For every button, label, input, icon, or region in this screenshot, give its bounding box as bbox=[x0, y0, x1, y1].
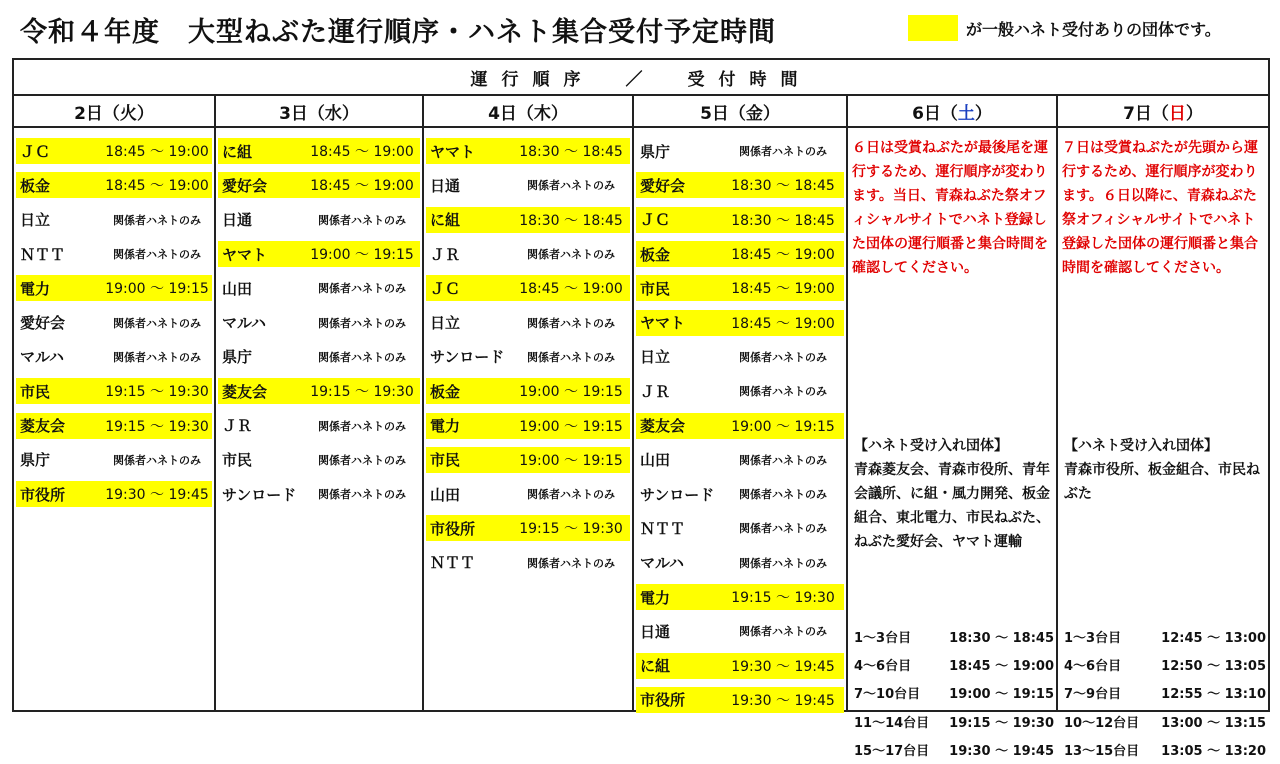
group-name: サンロード bbox=[640, 485, 715, 504]
row-content bbox=[426, 310, 630, 336]
group-name: マルハ bbox=[222, 314, 266, 333]
table-row bbox=[16, 237, 212, 271]
table-row bbox=[426, 511, 630, 545]
reception-time: 19:30 ～ 19:45 bbox=[731, 658, 835, 675]
table-row bbox=[636, 168, 844, 202]
highlight-bar bbox=[16, 138, 212, 164]
column-day-7 bbox=[1058, 128, 1268, 760]
table-row bbox=[218, 271, 420, 305]
table-row bbox=[426, 203, 630, 237]
reception-time: 関係者ハネトのみ bbox=[318, 453, 406, 467]
group-name: 市民 bbox=[222, 451, 253, 470]
reception-time: 18:45 ～ 19:00 bbox=[519, 281, 623, 298]
group-name: ＪＲ bbox=[430, 245, 461, 264]
group-name: 県庁 bbox=[640, 142, 671, 161]
table-row bbox=[636, 340, 844, 374]
column-day-6 bbox=[848, 128, 1058, 760]
float-range: 7～9台目 bbox=[1064, 687, 1122, 703]
table-row bbox=[636, 683, 844, 717]
table-row bbox=[426, 477, 630, 511]
row-content bbox=[218, 207, 420, 233]
reception-time: 19:15 ～ 19:30 bbox=[105, 418, 209, 435]
group-name: に組 bbox=[640, 657, 671, 676]
highlight-bar bbox=[636, 275, 844, 301]
group-name: 市役所 bbox=[430, 519, 476, 538]
table-row bbox=[426, 305, 630, 339]
highlight-bar bbox=[426, 413, 630, 439]
table-row bbox=[218, 237, 420, 271]
day-header-4: 4日（ 木 ） bbox=[424, 96, 634, 126]
row-content bbox=[636, 550, 844, 576]
row-content bbox=[218, 344, 420, 370]
reception-time: 関係者ハネトのみ bbox=[318, 419, 406, 433]
table-row bbox=[218, 134, 420, 168]
column-day-5 bbox=[634, 128, 848, 710]
float-range: 13～15台目 bbox=[1064, 744, 1140, 760]
table-row bbox=[16, 340, 212, 374]
reception-time: 関係者ハネトのみ bbox=[318, 350, 406, 364]
reception-time: 18:45 ～ 19:00 bbox=[731, 315, 835, 332]
group-name: ＪＲ bbox=[640, 382, 671, 401]
group-name: 電力 bbox=[430, 417, 461, 436]
highlight-bar bbox=[426, 515, 630, 541]
group-name: サンロード bbox=[222, 485, 297, 504]
table-row bbox=[16, 374, 212, 408]
group-name: サンロード bbox=[430, 348, 505, 367]
reception-time: 関係者ハネトのみ bbox=[527, 316, 615, 330]
table-row bbox=[218, 305, 420, 339]
group-name: 山田 bbox=[430, 485, 461, 504]
table-row bbox=[636, 546, 844, 580]
row-content bbox=[636, 481, 844, 507]
group-name: 愛好会 bbox=[222, 176, 268, 195]
day6-groups bbox=[854, 434, 1052, 554]
table-row bbox=[636, 614, 844, 648]
table-row bbox=[218, 408, 420, 442]
reception-time: 19:00 ～ 19:15 bbox=[519, 384, 623, 401]
float-range: 15～17台目 bbox=[854, 744, 930, 760]
table-row bbox=[16, 305, 212, 339]
reception-time: 関係者ハネトのみ bbox=[113, 453, 201, 467]
reception-time: 19:15 ～ 19:30 bbox=[519, 521, 623, 538]
group-name: に組 bbox=[430, 211, 461, 230]
group-name: 板金 bbox=[640, 245, 671, 264]
row-content bbox=[218, 481, 420, 507]
group-name: 愛好会 bbox=[20, 314, 66, 333]
table-row bbox=[16, 408, 212, 442]
table-row bbox=[636, 511, 844, 545]
table-row bbox=[426, 168, 630, 202]
table-row bbox=[426, 546, 630, 580]
group-name: 市役所 bbox=[640, 691, 686, 710]
group-name: ヤマト bbox=[222, 245, 268, 264]
reception-time: 13:05 ～ 13:20 bbox=[1161, 744, 1266, 760]
day7-note: ７日は受賞ねぶたが先頭から運行するため、運行順序が変わります。６日以降に、青森ねぶた祭オフィシャルサイトでハネト登録した団体の運行順番と集合時間を確認してください。 bbox=[1062, 140, 1258, 276]
schedule-table bbox=[12, 58, 1270, 760]
row-content bbox=[218, 447, 420, 473]
table-row bbox=[426, 408, 630, 442]
table-header: 運行順序 ／ 受付時間 bbox=[14, 60, 1268, 96]
float-range: 1～3台目 bbox=[854, 630, 912, 646]
time-row bbox=[1064, 707, 1266, 735]
group-name: 菱友会 bbox=[640, 417, 686, 436]
reception-time: 18:45 ～ 19:00 bbox=[105, 144, 209, 161]
reception-time: 18:45 ～ 19:00 bbox=[949, 659, 1054, 675]
row-content bbox=[426, 344, 630, 370]
group-name: ＪＣ bbox=[640, 211, 671, 230]
table-row bbox=[16, 203, 212, 237]
reception-time: 19:00 ～ 19:15 bbox=[949, 687, 1054, 703]
day-header-3: 3日（ 水 ） bbox=[216, 96, 424, 126]
reception-time: 関係者ハネトのみ bbox=[739, 453, 827, 467]
group-name: 市民 bbox=[20, 382, 51, 401]
reception-time: 関係者ハネトのみ bbox=[527, 350, 615, 364]
table-row bbox=[636, 443, 844, 477]
group-name: 電力 bbox=[640, 588, 671, 607]
row-content bbox=[218, 310, 420, 336]
group-name: ＮＴＴ bbox=[430, 554, 476, 573]
reception-time: 18:45 ～ 19:00 bbox=[731, 247, 835, 264]
row-content bbox=[16, 207, 212, 233]
reception-time: 18:30 ～ 18:45 bbox=[731, 178, 835, 195]
table-row bbox=[16, 443, 212, 477]
table-row bbox=[636, 374, 844, 408]
group-name: 県庁 bbox=[20, 451, 51, 470]
reception-time: 関係者ハネトのみ bbox=[739, 350, 827, 364]
legend-yellow-swatch bbox=[908, 15, 958, 41]
highlight-bar bbox=[16, 172, 212, 198]
reception-time: 19:15 ～ 19:30 bbox=[949, 715, 1054, 731]
table-row bbox=[16, 168, 212, 202]
reception-time: 関係者ハネトのみ bbox=[739, 625, 827, 639]
day-header-row bbox=[14, 96, 1268, 128]
row-content bbox=[636, 447, 844, 473]
table-row bbox=[16, 271, 212, 305]
column-day-2 bbox=[14, 128, 216, 710]
group-name: 電力 bbox=[20, 279, 51, 298]
table-row bbox=[426, 340, 630, 374]
reception-time: 関係者ハネトのみ bbox=[113, 316, 201, 330]
row-content bbox=[426, 172, 630, 198]
group-name: ＪＲ bbox=[222, 417, 253, 436]
table-row bbox=[218, 374, 420, 408]
reception-time: 関係者ハネトのみ bbox=[739, 522, 827, 536]
float-range: 4～6台目 bbox=[1064, 659, 1122, 675]
group-name: ヤマト bbox=[430, 142, 476, 161]
table-row bbox=[636, 237, 844, 271]
reception-time: 19:00 ～ 19:15 bbox=[519, 418, 623, 435]
table-row bbox=[426, 374, 630, 408]
day7-times bbox=[1064, 622, 1266, 764]
day6-groups-title: 【ハネト受け入れ団体】 bbox=[854, 438, 1008, 454]
row-content bbox=[16, 447, 212, 473]
day6-times bbox=[854, 622, 1054, 764]
highlight-bar bbox=[16, 481, 212, 507]
highlight-bar bbox=[218, 138, 420, 164]
reception-time: 関係者ハネトのみ bbox=[739, 145, 827, 159]
day-header-2: 2日（ 火 ） bbox=[14, 96, 216, 126]
day6-groups-list: 青森菱友会、青森市役所、青年会議所、に組・風力開発、板金組合、東北電力、市民ねぶた、ねぶた愛好会、ヤマト運輸 bbox=[854, 462, 1050, 550]
row-content bbox=[636, 378, 844, 404]
float-range: 7～10台目 bbox=[854, 687, 921, 703]
day7-groups-list: 青森市役所、板金組合、市民ねぶた bbox=[1064, 462, 1260, 502]
table-row bbox=[636, 271, 844, 305]
legend bbox=[908, 15, 1221, 41]
row-content bbox=[636, 138, 844, 164]
group-name: 日通 bbox=[430, 176, 461, 195]
table-body bbox=[14, 128, 1268, 760]
time-row bbox=[1064, 650, 1266, 678]
highlight-bar bbox=[636, 584, 844, 610]
group-name: 山田 bbox=[640, 451, 671, 470]
table-row bbox=[636, 305, 844, 339]
group-name: 板金 bbox=[430, 382, 461, 401]
time-row bbox=[854, 650, 1054, 678]
group-name: 市役所 bbox=[20, 485, 66, 504]
reception-time: 19:30 ～ 19:45 bbox=[731, 692, 835, 709]
group-name: 日立 bbox=[640, 348, 671, 367]
reception-time: 18:30 ～ 18:45 bbox=[949, 630, 1054, 646]
time-row bbox=[854, 622, 1054, 650]
highlight-bar bbox=[636, 207, 844, 233]
group-name: ＮＴＴ bbox=[640, 519, 686, 538]
group-name: 山田 bbox=[222, 279, 253, 298]
highlight-bar bbox=[636, 413, 844, 439]
day7-groups bbox=[1064, 434, 1264, 506]
reception-time: 19:30 ～ 19:45 bbox=[949, 744, 1054, 760]
table-row bbox=[636, 477, 844, 511]
group-name: 日通 bbox=[640, 622, 671, 641]
reception-time: 関係者ハネトのみ bbox=[113, 248, 201, 262]
table-row bbox=[636, 408, 844, 442]
reception-time: 関係者ハネトのみ bbox=[318, 282, 406, 296]
table-row bbox=[426, 134, 630, 168]
group-name: 板金 bbox=[20, 176, 51, 195]
highlight-bar bbox=[218, 172, 420, 198]
reception-time: 19:00 ～ 19:15 bbox=[105, 281, 209, 298]
reception-time: 19:15 ～ 19:30 bbox=[310, 384, 414, 401]
highlight-bar bbox=[426, 447, 630, 473]
column-day-4 bbox=[424, 128, 634, 710]
float-range: 4～6台目 bbox=[854, 659, 912, 675]
table-row bbox=[218, 340, 420, 374]
row-content bbox=[16, 310, 212, 336]
table-row bbox=[16, 477, 212, 511]
float-range: 10～12台目 bbox=[1064, 715, 1140, 731]
reception-time: 12:50 ～ 13:05 bbox=[1161, 659, 1266, 675]
row-content bbox=[218, 275, 420, 301]
table-row bbox=[426, 237, 630, 271]
reception-time: 関係者ハネトのみ bbox=[527, 556, 615, 570]
highlight-bar bbox=[218, 378, 420, 404]
time-row bbox=[1064, 622, 1266, 650]
reception-time: 関係者ハネトのみ bbox=[739, 385, 827, 399]
reception-time: 関係者ハネトのみ bbox=[739, 488, 827, 502]
reception-time: 18:45 ～ 19:00 bbox=[310, 178, 414, 195]
highlight-bar bbox=[636, 241, 844, 267]
group-name: ＪＣ bbox=[430, 279, 461, 298]
row-content bbox=[16, 241, 212, 267]
reception-time: 18:45 ～ 19:00 bbox=[310, 144, 414, 161]
reception-time: 関係者ハネトのみ bbox=[113, 350, 201, 364]
group-name: 市民 bbox=[640, 279, 671, 298]
row-content bbox=[426, 550, 630, 576]
highlight-bar bbox=[218, 241, 420, 267]
row-content bbox=[426, 481, 630, 507]
reception-time: 関係者ハネトのみ bbox=[318, 213, 406, 227]
day7-groups-title: 【ハネト受け入れ団体】 bbox=[1064, 438, 1218, 454]
reception-time: 関係者ハネトのみ bbox=[113, 213, 201, 227]
group-name: 日立 bbox=[430, 314, 461, 333]
table-row bbox=[218, 477, 420, 511]
reception-time: 関係者ハネトのみ bbox=[527, 248, 615, 262]
reception-time: 関係者ハネトのみ bbox=[527, 179, 615, 193]
group-name: 菱友会 bbox=[20, 417, 66, 436]
reception-time: 18:30 ～ 18:45 bbox=[519, 144, 623, 161]
reception-time: 12:55 ～ 13:10 bbox=[1161, 687, 1266, 703]
highlight-bar bbox=[426, 138, 630, 164]
time-row bbox=[854, 707, 1054, 735]
highlight-bar bbox=[636, 172, 844, 198]
reception-time: 12:45 ～ 13:00 bbox=[1161, 630, 1266, 646]
table-row bbox=[218, 203, 420, 237]
reception-time: 19:00 ～ 19:15 bbox=[310, 247, 414, 264]
group-name: マルハ bbox=[640, 554, 684, 573]
reception-time: 関係者ハネトのみ bbox=[527, 488, 615, 502]
table-row bbox=[218, 443, 420, 477]
row-content bbox=[636, 344, 844, 370]
row-content bbox=[426, 241, 630, 267]
highlight-bar bbox=[426, 275, 630, 301]
day6-note: ６日は受賞ねぶたが最後尾を運行するため、運行順序が変わります。当日、青森ねぶた祭オフィシャルサイトでハネト登録した団体の運行順番と集合時間を確認してください。 bbox=[852, 140, 1048, 276]
time-row bbox=[854, 679, 1054, 707]
day-header-5: 5日（ 金 ） bbox=[634, 96, 848, 126]
row-content bbox=[636, 618, 844, 644]
row-content bbox=[636, 515, 844, 541]
table-row bbox=[636, 648, 844, 682]
group-name: に組 bbox=[222, 142, 253, 161]
group-name: 県庁 bbox=[222, 348, 253, 367]
time-row bbox=[1064, 679, 1266, 707]
page-title: 令和４年度 大型ねぶた運行順序・ハネト集合受付予定時間 bbox=[20, 17, 776, 48]
row-content bbox=[16, 344, 212, 370]
reception-time: 18:45 ～ 19:00 bbox=[731, 281, 835, 298]
float-range: 1～3台目 bbox=[1064, 630, 1122, 646]
time-row bbox=[854, 736, 1054, 764]
reception-time: 19:30 ～ 19:45 bbox=[105, 487, 209, 504]
reception-time: 18:30 ～ 18:45 bbox=[731, 212, 835, 229]
column-day-3 bbox=[216, 128, 424, 710]
table-row bbox=[426, 271, 630, 305]
reception-time: 19:00 ～ 19:15 bbox=[519, 452, 623, 469]
row-content bbox=[218, 413, 420, 439]
reception-time: 18:45 ～ 19:00 bbox=[105, 178, 209, 195]
group-name: 菱友会 bbox=[222, 382, 268, 401]
table-row bbox=[218, 168, 420, 202]
reception-time: 関係者ハネトのみ bbox=[739, 556, 827, 570]
reception-time: 19:15 ～ 19:30 bbox=[105, 384, 209, 401]
highlight-bar bbox=[426, 378, 630, 404]
highlight-bar bbox=[636, 687, 844, 713]
table-row bbox=[636, 203, 844, 237]
table-row bbox=[636, 134, 844, 168]
highlight-bar bbox=[636, 310, 844, 336]
day-header-7: 7日（ 日 ） bbox=[1123, 103, 1203, 124]
time-row bbox=[1064, 736, 1266, 764]
reception-time: 関係者ハネトのみ bbox=[318, 488, 406, 502]
reception-time: 19:15 ～ 19:30 bbox=[731, 590, 835, 606]
group-name: マルハ bbox=[20, 348, 64, 367]
group-name: ＮＴＴ bbox=[20, 245, 66, 264]
group-name: ヤマト bbox=[640, 314, 686, 333]
group-name: 日通 bbox=[222, 211, 253, 230]
group-name: ＪＣ bbox=[20, 142, 51, 161]
highlight-bar bbox=[426, 207, 630, 233]
legend-text: が一般ハネト受付ありの団体です。 bbox=[966, 19, 1221, 39]
group-name: 愛好会 bbox=[640, 176, 686, 195]
table-row bbox=[426, 443, 630, 477]
table-row bbox=[636, 580, 844, 614]
highlight-bar bbox=[16, 378, 212, 404]
float-range: 11～14台目 bbox=[854, 715, 930, 731]
reception-time: 18:30 ～ 18:45 bbox=[519, 212, 623, 229]
reception-time: 19:00 ～ 19:15 bbox=[731, 418, 835, 435]
reception-time: 13:00 ～ 13:15 bbox=[1161, 715, 1266, 731]
table-row bbox=[16, 134, 212, 168]
day-header-6: 6日（ 土 ） bbox=[848, 96, 1058, 126]
group-name: 市民 bbox=[430, 451, 461, 470]
reception-time: 関係者ハネトのみ bbox=[318, 316, 406, 330]
highlight-bar bbox=[16, 413, 212, 439]
highlight-bar bbox=[16, 275, 212, 301]
highlight-bar bbox=[636, 653, 844, 679]
group-name: 日立 bbox=[20, 211, 51, 230]
